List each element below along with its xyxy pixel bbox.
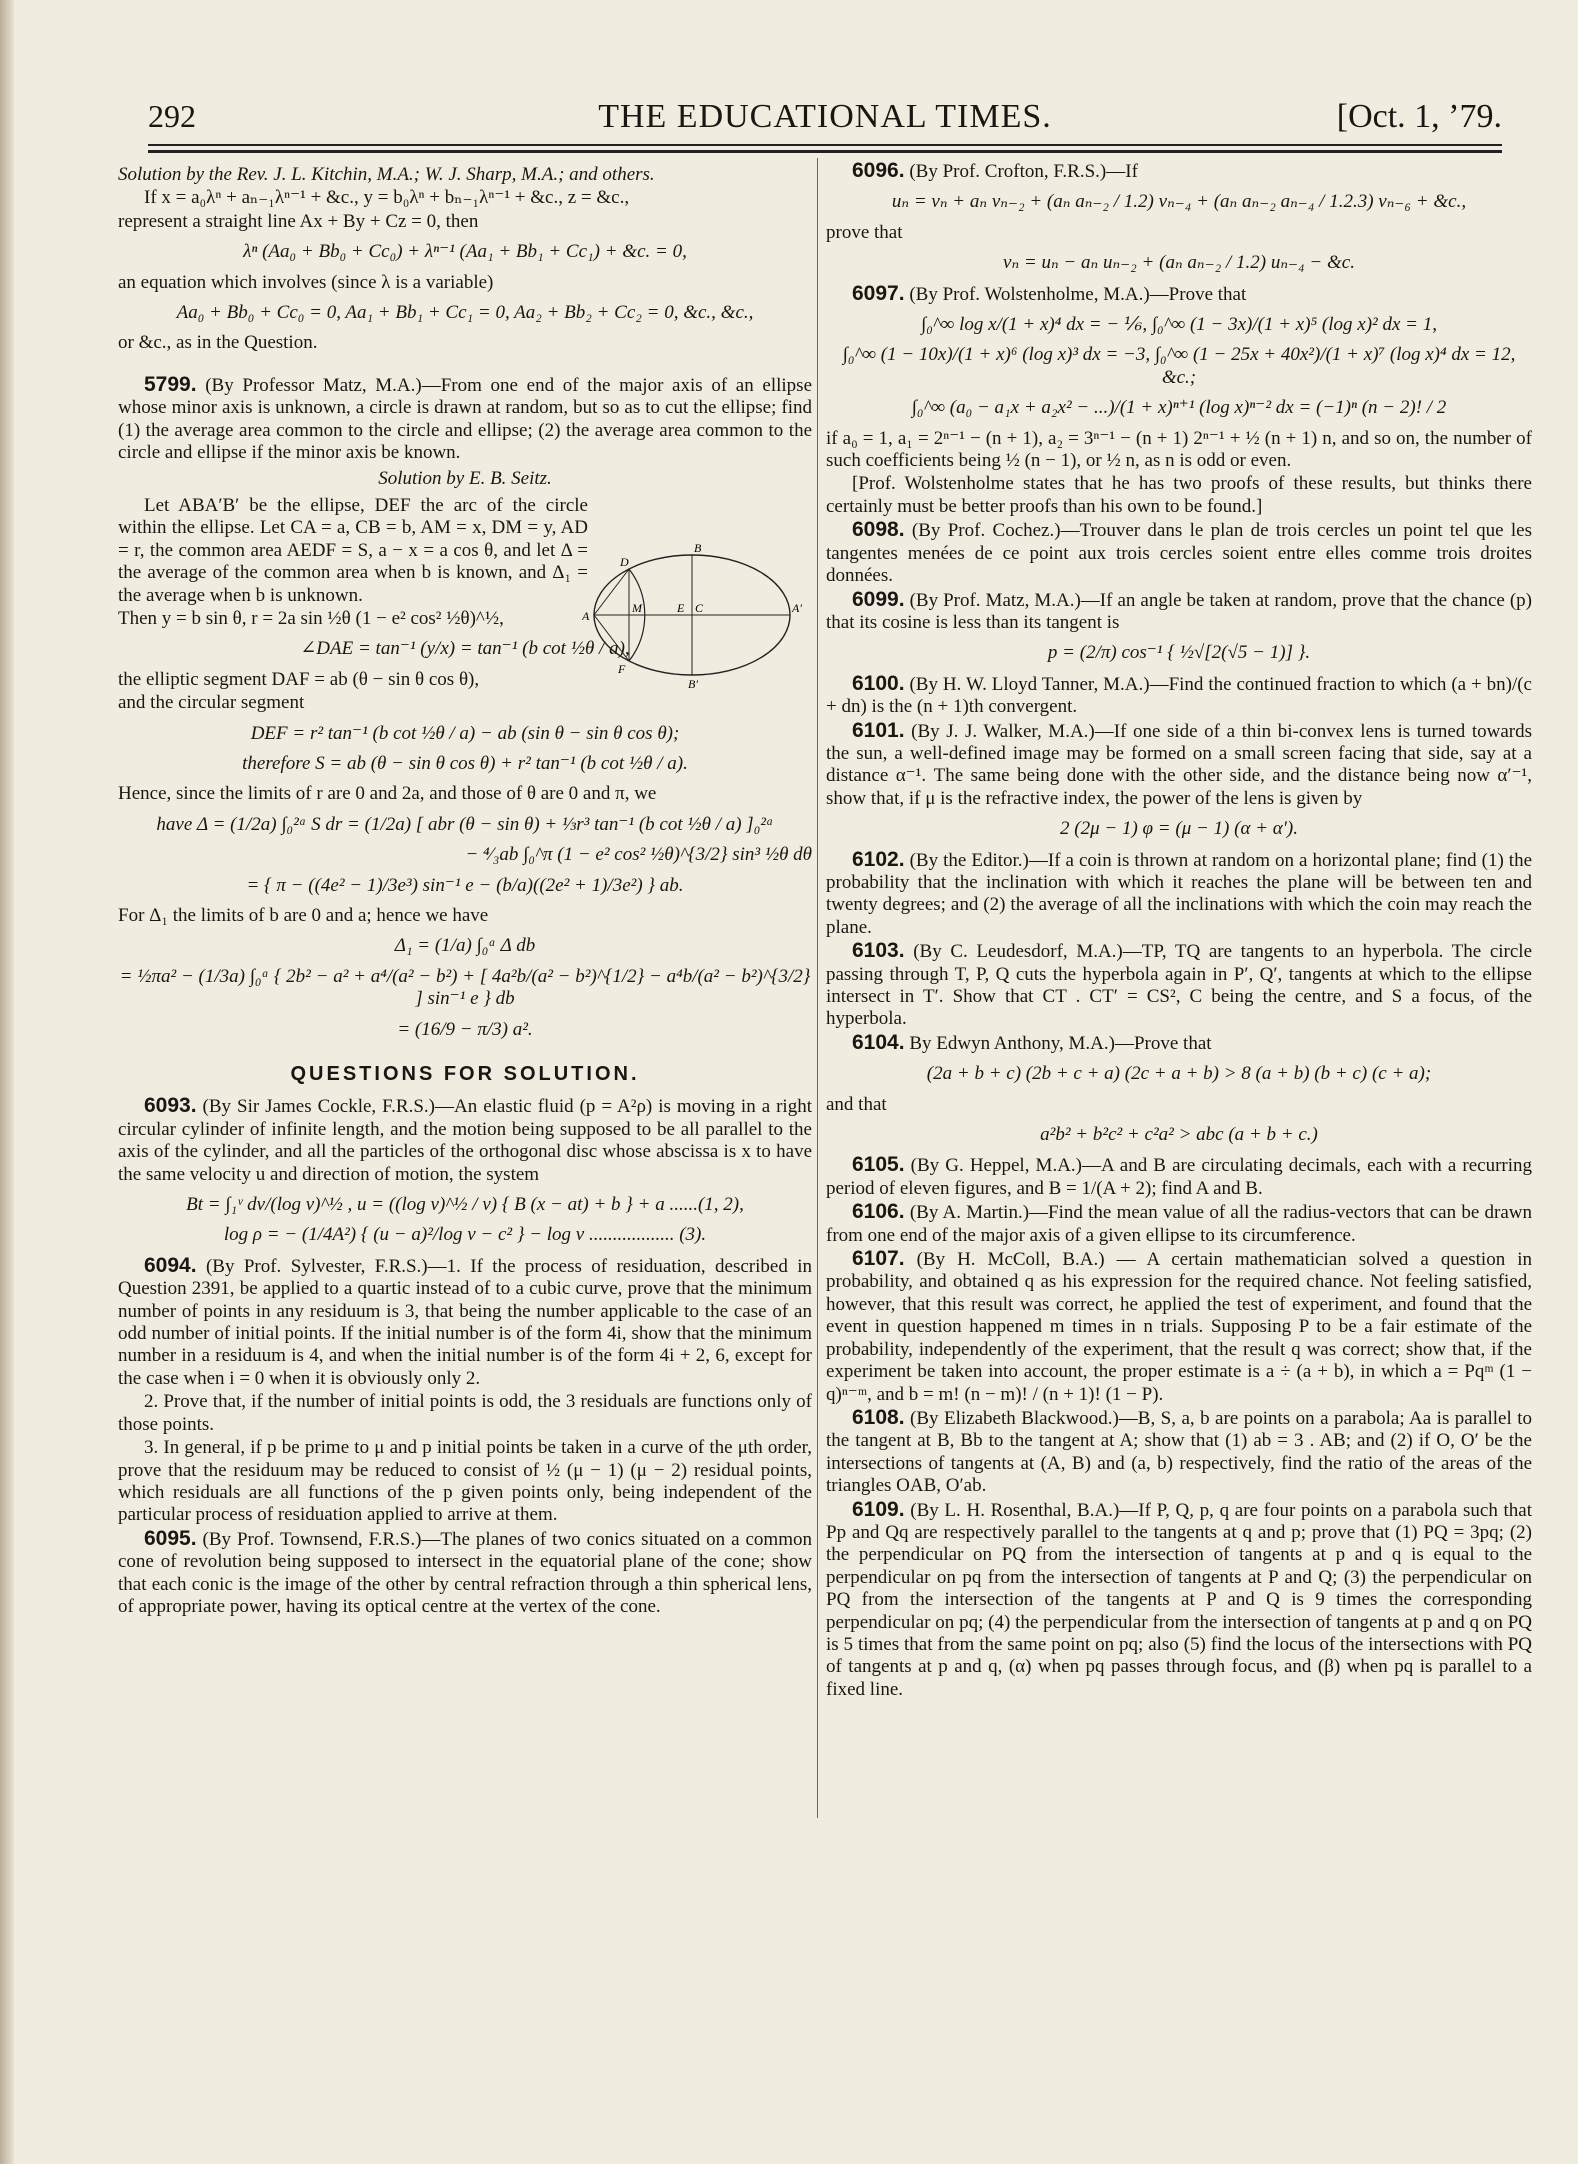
- solution-line: the elliptic segment DAF = ab (θ − sin θ cos θ),: [118, 668, 480, 690]
- question-number: 6098.: [852, 518, 905, 542]
- question-text: By Edwyn Anthony, M.A.)—Prove that: [909, 1032, 1212, 1054]
- line-af: [594, 615, 629, 661]
- question-equation: ∫₀^∞ (1 − 10x)/(1 + x)⁶ (log x)³ dx = −3, ∫₀^∞ (1 − 25x + 40x²)/(1 + x)⁷ (log x)⁴ dx = 12, &c.;: [842, 344, 1516, 388]
- header-rule-thick: [148, 150, 1502, 153]
- solution-line: and the circular segment: [118, 692, 305, 714]
- question-6104: [826, 1032, 1532, 1055]
- question-6103: [826, 940, 1532, 1031]
- label-b: B: [694, 541, 702, 555]
- solution-line: or &c., as in the Question.: [118, 332, 318, 354]
- question-text: (By Prof. Townsend, F.R.S.)—The planes of two conics situated on a common cone of revolution being supposed to intersect in the equatorial plane of the cone; show that each conic is the image of the other by central refraction through a thin spherical lens, of appropriate power, having its optical centre at the vertex of the cone.: [118, 1528, 812, 1617]
- question-number: 6104.: [852, 1030, 905, 1054]
- question-text: (By Sir James Cockle, F.R.S.)—An elastic fluid (p = A²ρ) is moving in a right circular cylinder of infinite length, and the motion being supposed to be all parallel to the axis of the cylinder, and all the particles of the orthogonal disc whose abscissa is x to have the same velocity u and direction of motion, the system: [118, 1096, 812, 1185]
- journal-title: THE EDUCATIONAL TIMES.: [598, 98, 1052, 135]
- label-f: F: [618, 662, 626, 676]
- question-6109: [826, 1499, 1532, 1702]
- question-text: (By A. Martin.)—Find the mean value of all the radius-vectors that can be drawn from one end of the major axis of a given ellipse to its circumference.: [826, 1202, 1532, 1246]
- label-c: C: [695, 601, 704, 615]
- label-a: A: [582, 609, 590, 623]
- solution-equation: Δ₁ = (1/a) ∫₀ᵃ Δ db: [394, 935, 536, 957]
- question-6106: [826, 1201, 1532, 1247]
- solution-equation: therefore S = ab (θ − sin θ cos θ) + r² tan⁻¹ (b cot ½θ / a).: [242, 752, 688, 774]
- header-rule-thin: [148, 144, 1502, 146]
- question-6094: [118, 1255, 812, 1390]
- editorial-note: [Prof. Wolstenholme states that he has two proofs of these results, but thinks there certainly must be better proofs than his own to be found.]: [826, 473, 1532, 517]
- question-equation: (2a + b + c) (2b + c + a) (2c + a + b) > 8 (a + b) (b + c) (c + a);: [926, 1063, 1432, 1085]
- question-number: 6094.: [144, 1253, 197, 1277]
- question-text: (By Professor Matz, M.A.)—From one end of the major axis of an ellipse whose minor axis is unknown, a circle is drawn at random, but so as to cut the ellipse; find (1) the average area common to the circle and ellipse; (2) the average area common to the circle and ellipse if the minor axis be known.: [118, 374, 812, 464]
- question-6102: [826, 849, 1532, 940]
- question-6100: [826, 673, 1532, 719]
- solution-line: an equation which involves (since λ is a variable): [118, 271, 494, 293]
- question-paragraph: 2. Prove that, if the number of initial points is odd, the 3 residuals are functions only of those points.: [118, 1391, 812, 1435]
- question-equation: Bt = ∫₁ᵛ dv/(log v)^½ , u = ((log v)^½ / v) { B (x − at) + b } + a ......(1, 2),: [186, 1194, 744, 1216]
- question-5799: [118, 374, 812, 465]
- solution-equation: Aa₀ + Bb₀ + Cc₀ = 0, Aa₁ + Bb₁ + Cc₁ = 0, Aa₂ + Bb₂ + Cc₂ = 0, &c., &c.,: [176, 302, 754, 324]
- question-text: (By Elizabeth Blackwood.)—B, S, a, b are points on a parabola; Aa is parallel to the tangent at B, Bb to the tangent at A; show that (1) ab = 3 . AB; and (2) if O, O′ be the intersections of tangents at (A, B) and (a, b) respectively, find the ratio of the areas of the triangles OAB, O′ab.: [826, 1407, 1532, 1497]
- solution-equation: DEF = r² tan⁻¹ (b cot ½θ / a) − ab (sin θ − sin θ cos θ);: [250, 722, 680, 744]
- question-text: (By H. W. Lloyd Tanner, M.A.)—Find the continued fraction to which (a + bn)/(c + dn) is the (n + 1)th convergent.: [826, 673, 1532, 718]
- page-header: [148, 98, 1502, 146]
- question-equation: p = (2/π) cos⁻¹ { ½√[2(√5 − 1)] }.: [1047, 642, 1311, 664]
- label-m: M: [632, 601, 642, 615]
- solution-equation: have Δ = (1/2a) ∫₀²ᵃ S dr = (1/2a) [ abr (θ − sin θ) + ⅓r³ tan⁻¹ (b cot ½θ / a) ]₀²ᵃ: [156, 813, 774, 835]
- page-number: 292: [148, 98, 196, 134]
- solution-equation: ∠DAE = tan⁻¹ (y/x) = tan⁻¹ (b cot ½θ / a),: [300, 638, 630, 660]
- question-text: (By L. H. Rosenthal, B.A.)—If P, Q, p, q are four points on a parabola such that Pp and Qq are respectively parallel to the tangents at q and p; prove that (1) PQ = 3pq; (2) the perpendicular on PQ from the intersection of tangents at p and q is equal to the perpendicular on pq from the intersection of tangents at P and Q; (3) the perpendicular on PQ from the intersection of the tangents at P and Q is 9 times the corresponding perpendicular on pq; (4) the perpendicular from the intersection of tangents at p and q on PQ is 5 times that from the same point on pq; also (5) find the locus of the intersections with PQ of tangents at p and q, (α) when pq passes through focus, and (β) when pq is parallel to a fixed line.: [826, 1499, 1532, 1700]
- question-6105: [826, 1154, 1532, 1200]
- question-number: 6096.: [852, 159, 905, 182]
- question-text: (By C. Leudesdorf, M.A.)—TP, TQ are tangents to an hyperbola. The circle passing through T, P, Q cuts the hyperbola again in P′, Q′, tangents at which to the ellipse intersect in T′. Show that CT . CT′ = CS², C being the centre, and S a focus, of the hyperbola.: [826, 941, 1532, 1030]
- question-text: (By Prof. Cochez.)—Trouver dans le plan de trois cercles un point tel que les tangentes menées de ce point aux trois cercles soient entre elles comme trois droites données.: [826, 520, 1532, 587]
- solution-heading: Solution by E. B. Seitz.: [378, 468, 552, 490]
- solution-paragraph: Let ABA′B′ be the ellipse, DEF the arc of the circle within the ellipse. Let CA = a, CB = b, AM = x, DM = y, AD = r, the common area AEDF = S, a − x = a cos θ, and let Δ = the average of the common area when b is known, and Δ₁ = the average when b is unknown.: [118, 494, 588, 606]
- solution-heading: Solution by the Rev. J. L. Kitchin, M.A.; W. J. Sharp, M.A.; and others.: [118, 164, 655, 185]
- question-text: (By G. Heppel, M.A.)—A and B are circulating decimals, each with a recurring period of eleven figures, and B = 1/(A + 2); find A and B.: [826, 1155, 1533, 1199]
- question-number: 6093.: [144, 1094, 197, 1118]
- question-equation: log ρ = − (1/4A²) { (u − a)²/log v − c² } − log v .................. (3).: [223, 1224, 707, 1246]
- solution-line: Hence, since the limits of r are 0 and 2a, and those of θ are 0 and π, we: [118, 783, 657, 805]
- question-number: 6102.: [852, 847, 905, 871]
- question-number: 6097.: [852, 281, 905, 305]
- label-a-prime: A′: [792, 601, 802, 615]
- right-column: [826, 160, 1532, 1702]
- question-6097: [826, 283, 1532, 306]
- solution-line: represent a straight line Ax + By + Cz = 0, then: [118, 210, 479, 232]
- question-equation: 2 (2μ − 1) φ = (μ − 1) (α + α′).: [1060, 818, 1298, 840]
- question-6107: [826, 1248, 1532, 1406]
- question-number: 6099.: [852, 587, 905, 611]
- question-number: 6100.: [852, 671, 905, 695]
- question-line: prove that: [826, 221, 903, 243]
- solution-equation: λⁿ (Aa₀ + Bb₀ + Cc₀) + λⁿ⁻¹ (Aa₁ + Bb₁ + Cc₁) + &c. = 0,: [243, 241, 687, 263]
- question-6101: [826, 720, 1532, 811]
- question-text: (By Prof. Crofton, F.R.S.)—If: [909, 161, 1138, 182]
- question-number: 5799.: [144, 372, 197, 396]
- question-equation: ∫₀^∞ log x/(1 + x)⁴ dx = − ⅙, ∫₀^∞ (1 − 3x)/(1 + x)⁵ (log x)² dx = 1,: [920, 314, 1437, 336]
- question-number: 6101.: [852, 718, 905, 742]
- question-text: (By the Editor.)—If a coin is thrown at random on a horizontal plane; find (1) the probability that the inclination with which it reaches the plane will be between ten and twenty degrees; and (2) the average of all the inclinations with which the coin may reach the plane.: [826, 849, 1533, 938]
- label-e: E: [677, 601, 685, 615]
- label-d: D: [620, 555, 629, 569]
- question-number: 6107.: [852, 1247, 905, 1271]
- question-equation: a²b² + b²c² + c²a² > abc (a + b + c.): [1040, 1124, 1318, 1146]
- solution-line: Then y = b sin θ, r = 2a sin ½θ (1 − e² cos² ½θ)^½,: [118, 607, 504, 629]
- solution-line: For Δ₁ the limits of b are 0 and a; hence we have: [118, 904, 489, 926]
- question-6098: [826, 519, 1532, 587]
- solution-line: If x = a₀λⁿ + aₙ₋₁λⁿ⁻¹ + &c., y = b₀λⁿ + bₙ₋₁λⁿ⁻¹ + &c., z = &c.,: [144, 187, 630, 209]
- question-text: (By Prof. Sylvester, F.R.S.)—1. If the process of residuation, described in Question 2391, be applied to a quartic instead of to a cubic curve, prove that the minimum number of points in any residuum is 3, that being the number applicable to the case of an odd number of initial points. If the initial number is of the form 4i, show that the minimum number in a residuum is 4, and when the initial number is of the form 4i + 2, 6, except for the case when i = 0 when it is obviously only 2.: [118, 1255, 812, 1389]
- question-line: and that: [826, 1093, 887, 1115]
- solution-equation: = (16/9 − π/3) a².: [397, 1018, 533, 1040]
- question-equation: uₙ = vₙ + aₙ vₙ₋₂ + (aₙ aₙ₋₂ / 1.2) vₙ₋₄ + (aₙ aₙ₋₂ aₙ₋₄ / 1.2.3) vₙ₋₆ + &c.,: [891, 191, 1467, 213]
- question-equation: vₙ = uₙ − aₙ uₙ₋₂ + (aₙ aₙ₋₂ / 1.2) uₙ₋₄ − &c.: [1003, 252, 1355, 274]
- solution-equation: − ⁴⁄₃ab ∫₀^π (1 − e² cos² ½θ)^{3/2} sin³ ½θ dθ: [465, 844, 812, 866]
- ellipse-diagram: [582, 540, 812, 690]
- question-text: (By H. McColl, B.A.) — A certain mathematician solved a question in probability, and obtained q as his expression for the required chance. Not feeling satisfied, however, that this result was correct, he applied the test of experiment, and found that the event in question happened m times in n trials. Supposing P to be a fair estimate of the probability, independently of the experiment, that the result q was correct; show that, if the experiment be taken into account, the proper estimate is a ÷ (a + b), in which a = Pqᵐ (1 − q)ⁿ⁻ᵐ, and b = m! (n − m)! / (n + 1)! (1 − P).: [826, 1249, 1532, 1405]
- column-divider: [817, 158, 818, 1818]
- solution-equation: = { π − ((4e² − 1)/3e³) sin⁻¹ e − (b/a)((2e² + 1)/3e²) } ab.: [246, 874, 684, 896]
- ellipse-figure: [582, 540, 812, 690]
- question-number: 6105.: [852, 1153, 905, 1177]
- question-number: 6109.: [852, 1497, 905, 1521]
- label-b-prime: B′: [688, 677, 698, 690]
- question-number: 6106.: [852, 1200, 905, 1224]
- question-text: (By J. J. Walker, M.A.)—If one side of a thin bi-convex lens is turned towards the sun, a well-defined image may be formed on a small screen facing that side, say at a distance α⁻¹. The same being done with the other side, and the distance being now α′⁻¹, show that, if μ is the refractive index, the power of the lens is given by: [826, 720, 1533, 809]
- questions-heading: QUESTIONS FOR SOLUTION.: [290, 1063, 640, 1085]
- question-6099: [826, 589, 1532, 635]
- left-column: [118, 164, 812, 1619]
- solution-equation: = ½πa² − (1/3a) ∫₀ᵃ { 2b² − a² + a⁴/(a² − b²) + [ 4a²b/(a² − b²)^{1/2} − a⁴b/(a² − b²)^{3/2} ] sin⁻¹ e } db: [119, 965, 811, 1010]
- question-number: 6095.: [144, 1526, 197, 1550]
- question-6093: [118, 1095, 812, 1186]
- issue-date: [Oct. 1, ’79.: [1336, 98, 1502, 135]
- question-line: if a₀ = 1, a₁ = 2ⁿ⁻¹ − (n + 1), a₂ = 3ⁿ⁻¹ − (n + 1) 2ⁿ⁻¹ + ½ (n + 1) n, and so on, the number of such coefficients being ½ (n − 1), or ½ n, as n is odd or even.: [826, 427, 1532, 472]
- question-number: 6103.: [852, 939, 905, 963]
- question-number: 6108.: [852, 1405, 905, 1429]
- question-equation: ∫₀^∞ (a₀ − a₁x + a₂x² − ...)/(1 + x)ⁿ⁺¹ (log x)ⁿ⁻² dx = (−1)ⁿ (n − 2)! / 2: [911, 397, 1447, 419]
- line-ad: [594, 569, 629, 615]
- question-6096: [826, 160, 1532, 183]
- question-paragraph: 3. In general, if p be prime to μ and p initial points be taken in a curve of the μth order, prove that the residuum may be reduced to consist of ½ (μ − 1) (μ − 2) residual points, which residuals are all functions of the p given points only, being independent of the particular process of residuation applied to arrive at them.: [118, 1437, 812, 1526]
- book-binding-edge: [0, 0, 14, 2164]
- question-text: (By Prof. Matz, M.A.)—If an angle be taken at random, prove that the chance (p) that its cosine is less than its tangent is: [826, 589, 1533, 633]
- question-6095: [118, 1528, 812, 1619]
- question-6108: [826, 1407, 1532, 1498]
- question-text: (By Prof. Wolstenholme, M.A.)—Prove that: [909, 283, 1247, 305]
